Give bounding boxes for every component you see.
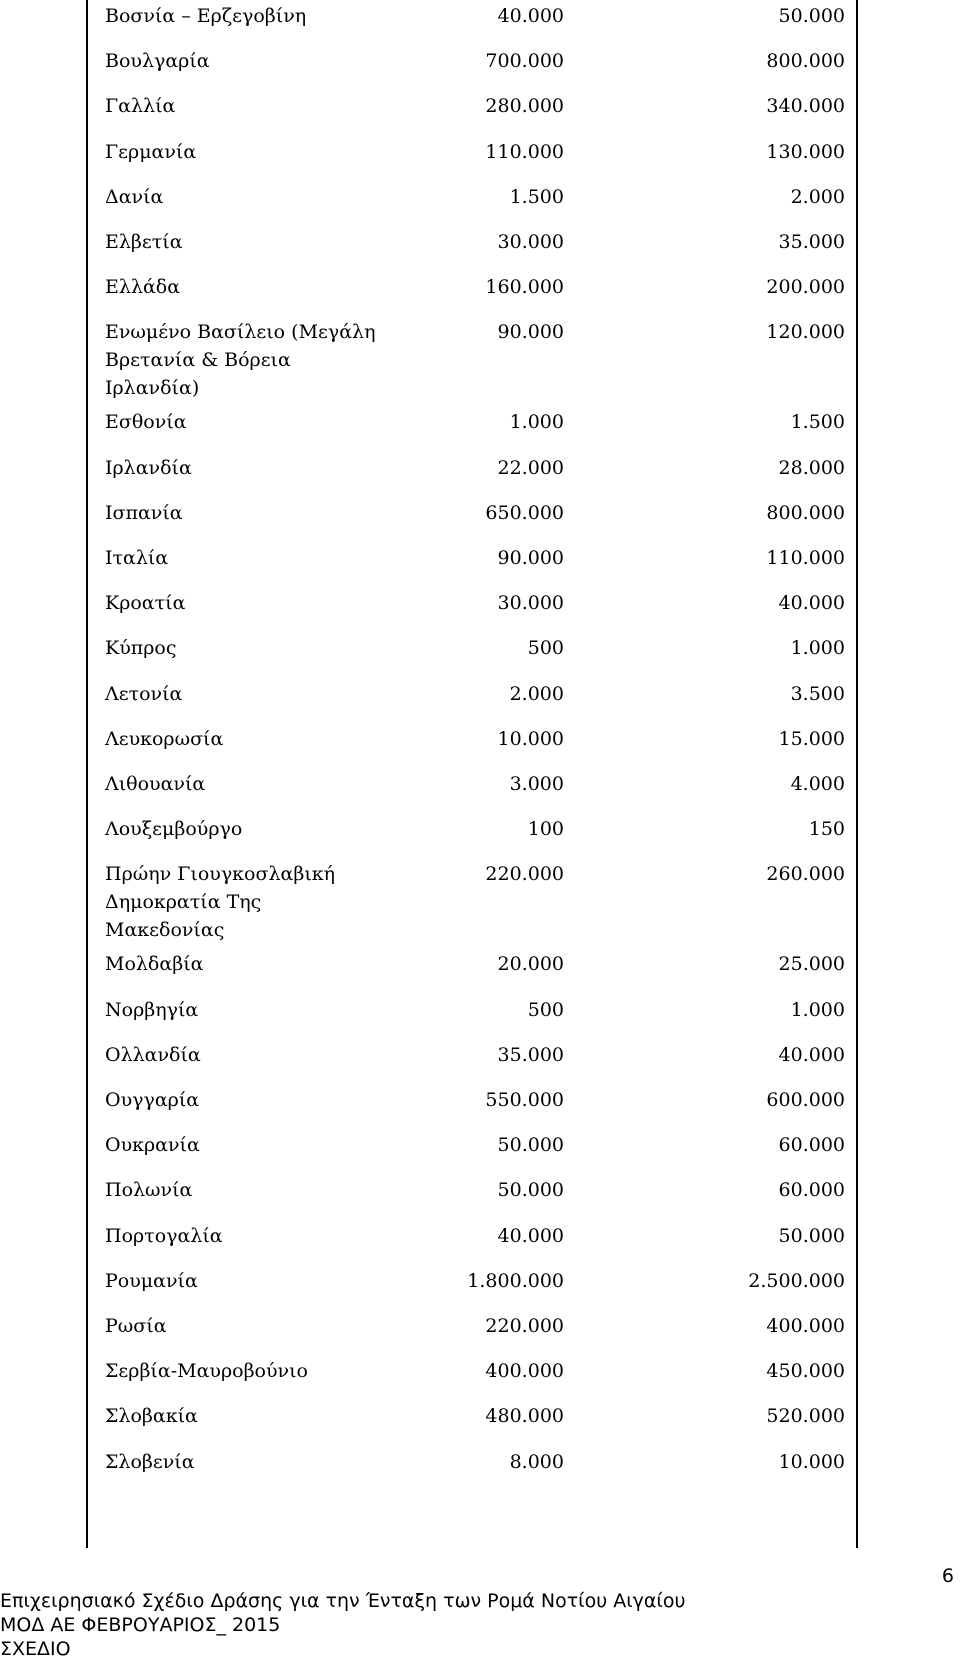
table-left-border xyxy=(86,0,88,1548)
min-estimate: 8.000 xyxy=(509,1450,564,1473)
min-estimate: 160.000 xyxy=(485,276,564,299)
country-name: Γαλλία xyxy=(105,95,176,118)
min-estimate: 500 xyxy=(527,998,564,1021)
country-name: Ισπανία xyxy=(105,501,183,524)
min-estimate: 3.000 xyxy=(509,773,564,795)
country-name: Λιθουανία xyxy=(105,773,206,795)
max-estimate: 340.000 xyxy=(766,95,845,118)
max-estimate: 4.000 xyxy=(790,773,845,795)
max-estimate: 35.000 xyxy=(778,231,845,253)
max-estimate: 40.000 xyxy=(778,592,845,615)
min-estimate: 90.000 xyxy=(497,321,564,344)
min-estimate: 30.000 xyxy=(497,231,564,253)
country-name: Γερμανία xyxy=(105,140,197,163)
max-estimate: 25.000 xyxy=(778,953,845,976)
footer-title: Επιχειρησιακό Σχέδιο Δράσης για την Ένταξη των Ρομά Νοτίου Αιγαίου xyxy=(0,1590,686,1612)
footer-draft-label: ΣΧΕΔΙΟ xyxy=(0,1638,71,1660)
min-estimate: 1.800.000 xyxy=(467,1269,564,1292)
min-estimate: 90.000 xyxy=(497,547,564,569)
min-estimate: 550.000 xyxy=(485,1089,564,1111)
max-estimate: 200.000 xyxy=(766,276,845,299)
min-estimate: 50.000 xyxy=(497,1134,564,1157)
country-name: Κύπρος xyxy=(105,637,177,660)
max-estimate: 130.000 xyxy=(766,140,845,163)
country-name: Μολδαβία xyxy=(105,953,204,976)
country-name: Ουκρανία xyxy=(105,1134,200,1157)
min-estimate: 50.000 xyxy=(497,1179,564,1202)
table-right-border xyxy=(856,0,858,1548)
max-estimate: 60.000 xyxy=(778,1179,845,1202)
min-estimate: 22.000 xyxy=(497,456,564,479)
footer-organization-date: ΜΟΔ ΑΕ ΦΕΒΡΟΥΑΡΙΟΣ_ 2015 xyxy=(0,1614,281,1636)
max-estimate: 15.000 xyxy=(778,727,845,750)
min-estimate: 280.000 xyxy=(485,95,564,118)
country-name: Ενωμένο Βασίλειο (Μεγάλη Βρετανία & Βόρεια Ιρλανδία) xyxy=(105,321,376,400)
min-estimate: 1.500 xyxy=(509,185,564,208)
min-estimate: 10.000 xyxy=(497,727,564,750)
max-estimate: 1.000 xyxy=(790,637,845,660)
min-estimate: 40.000 xyxy=(497,5,564,27)
max-estimate: 2.000 xyxy=(790,185,845,208)
country-name: Ουγγαρία xyxy=(105,1089,200,1111)
country-name: Ολλανδία xyxy=(105,1043,201,1066)
country-name: Εσθονία xyxy=(105,411,187,434)
country-name: Βοσνία – Ερζεγοβίνη xyxy=(105,5,307,27)
max-estimate: 520.000 xyxy=(766,1405,845,1428)
country-name: Πολωνία xyxy=(105,1179,193,1202)
min-estimate: 500 xyxy=(527,637,564,660)
min-estimate: 700.000 xyxy=(485,50,564,73)
min-estimate: 35.000 xyxy=(497,1043,564,1066)
max-estimate: 10.000 xyxy=(778,1450,845,1473)
max-estimate: 600.000 xyxy=(766,1089,845,1111)
min-estimate: 100 xyxy=(527,818,564,841)
country-name: Νορβηγία xyxy=(105,998,199,1021)
max-estimate: 150 xyxy=(808,818,845,841)
country-name: Πρώην Γιουγκοσλαβική Δημοκρατία Της Μακεδονίας xyxy=(105,863,336,942)
min-estimate: 2.000 xyxy=(509,682,564,705)
max-estimate: 50.000 xyxy=(778,5,845,27)
page-number: 6 xyxy=(941,1565,954,1587)
country-name: Βουλγαρία xyxy=(105,50,210,73)
max-estimate: 50.000 xyxy=(778,1224,845,1247)
min-estimate: 40.000 xyxy=(497,1224,564,1247)
min-estimate: 110.000 xyxy=(485,140,564,163)
country-name: Ρουμανία xyxy=(105,1269,198,1292)
country-name: Ελλάδα xyxy=(105,276,181,299)
min-estimate: 400.000 xyxy=(485,1360,564,1383)
max-estimate: 120.000 xyxy=(766,321,845,344)
country-name: Λουξεμβούργο xyxy=(105,818,243,841)
min-estimate: 480.000 xyxy=(485,1405,564,1428)
country-name: Ελβετία xyxy=(105,231,183,253)
country-name: Ρωσία xyxy=(105,1315,167,1337)
max-estimate: 1.000 xyxy=(790,998,845,1021)
country-name: Σερβία-Μαυροβούνιο xyxy=(105,1360,308,1383)
max-estimate: 2.500.000 xyxy=(748,1269,845,1292)
country-name: Κροατία xyxy=(105,592,186,615)
min-estimate: 220.000 xyxy=(485,863,564,886)
max-estimate: 110.000 xyxy=(766,547,845,569)
max-estimate: 800.000 xyxy=(766,501,845,524)
country-name: Δανία xyxy=(105,185,164,208)
min-estimate: 220.000 xyxy=(485,1315,564,1337)
country-name: Σλοβενία xyxy=(105,1450,195,1473)
max-estimate: 800.000 xyxy=(766,50,845,73)
min-estimate: 650.000 xyxy=(485,501,564,524)
country-name: Ιρλανδία xyxy=(105,456,192,479)
max-estimate: 400.000 xyxy=(766,1315,845,1337)
min-estimate: 20.000 xyxy=(497,953,564,976)
max-estimate: 28.000 xyxy=(778,456,845,479)
max-estimate: 260.000 xyxy=(766,863,845,886)
max-estimate: 450.000 xyxy=(766,1360,845,1383)
max-estimate: 40.000 xyxy=(778,1043,845,1066)
max-estimate: 60.000 xyxy=(778,1134,845,1157)
country-name: Λετονία xyxy=(105,682,183,705)
country-name: Σλοβακία xyxy=(105,1405,198,1428)
min-estimate: 30.000 xyxy=(497,592,564,615)
max-estimate: 3.500 xyxy=(790,682,845,705)
country-name: Ιταλία xyxy=(105,547,169,569)
min-estimate: 1.000 xyxy=(509,411,564,434)
country-name: Πορτογαλία xyxy=(105,1224,223,1247)
max-estimate: 1.500 xyxy=(790,411,845,434)
country-name: Λευκορωσία xyxy=(105,727,224,750)
